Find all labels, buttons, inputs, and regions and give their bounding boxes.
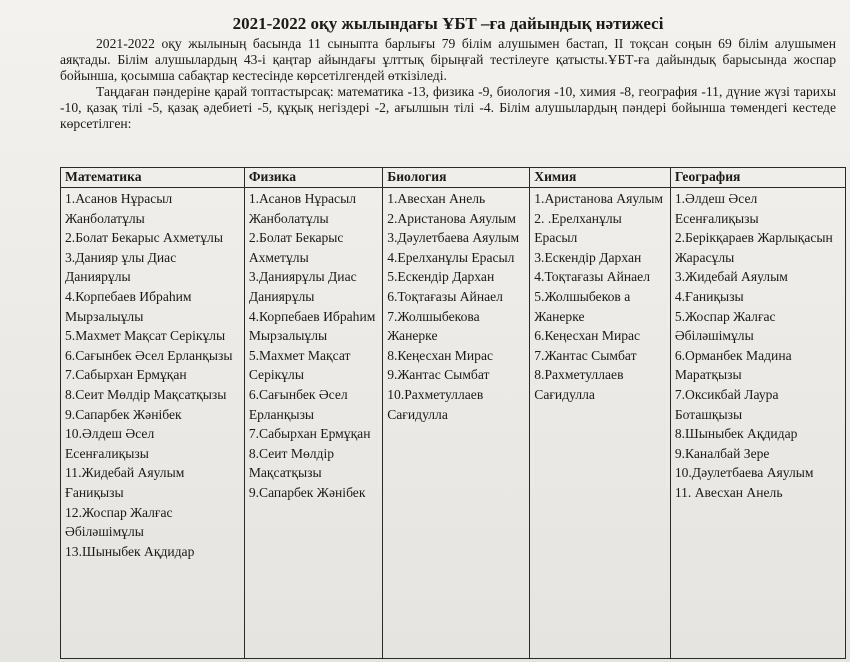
list-item: 8.Шыныбек Ақдидар [674, 426, 798, 442]
list-item: 11.Жидебай Аяулым Ғаниқызы [65, 465, 185, 500]
header-math: Математика [61, 168, 245, 188]
list-item: 9.Жантас Сымбат [387, 367, 490, 383]
list-item: 3.Даниярұлы Диас Даниярұлы [248, 269, 357, 304]
header-geography: География [670, 168, 845, 188]
list-item: 9.Каналбай Зере [674, 445, 770, 461]
list-item: 4.Корпебаев Ибраһим Мырзалыұлы [65, 288, 192, 324]
list-item: 8.Рахметуллаев Сағидулла [534, 367, 624, 402]
list-item: 6.Сағынбек Әсел Ерланқызы [248, 386, 348, 422]
list-item: 11. Авесхан Анель [674, 484, 783, 500]
list-item: 6.Сағынбек Әсел Ерланқызы [65, 347, 233, 363]
intro-paragraph: 2021-2022 оқу жылының басында 11 сыныпта барлығы 79 білім алушымен бастап, ІІ тоқсан соңын 69 білім алушымен аяқтады. Білім алушылардың 43-і қаңтар айындағы ұлттық бірыңғай тестілеуге қатысты.ҰБТ-ға дайындық барысында жоспар бойынша, қосымша сабақтар кестесінде көрсетілгендей өткізіледі. [60, 36, 836, 83]
list-item: 8.Сеит Мөлдір Мақсатқызы [248, 445, 335, 481]
list-item: 5.Махмет Мақсат Серікұлы [248, 347, 351, 383]
list-item: 6.Орманбек Мадина Маратқызы [674, 347, 792, 383]
list-item: 9.Сапарбек Жәнібек [248, 484, 366, 500]
list-item: 5.Жолшыбеков а Жанерке [534, 288, 631, 324]
document-title: 2021-2022 оқу жылындағы ҰБТ –ға дайындық нәтижесі [232, 14, 664, 33]
students-by-subject-table [60, 167, 846, 659]
list-item: 2.Болат Бекарыс Ахметұлы [248, 230, 344, 265]
list-item: 7.Оксикбай Лаура Боташқызы [674, 386, 779, 422]
header-biology: Биология [383, 168, 530, 188]
list-item: 8.Кеңесхан Мирас [387, 347, 494, 363]
list-item: 1.Аристанова Аяулым [534, 191, 664, 206]
table-header-row [61, 168, 846, 188]
list-item: 10.Рахметуллаев Сағидулла [387, 386, 484, 422]
list-item: 7.Сабырхан Ермұқан [65, 367, 187, 383]
list-item: 1.Әлдеш Әсел Есенғалиқызы [674, 191, 759, 226]
list-item: 5.Махмет Мақсат Серікұлы [65, 328, 226, 344]
list-item: 1.Асанов Нұрасыл Жанболатұлы [65, 191, 173, 226]
list-item: 4.Ғаниқызы [674, 288, 744, 304]
list-item: 3.Данияр ұлы Диас Даниярұлы [65, 249, 177, 285]
list-item: 4.Тоқтағазы Айнаел [534, 269, 650, 285]
column-chemistry [530, 188, 671, 659]
list-item: 5.Жоспар Жалғас Әбіләшімұлы [674, 308, 776, 344]
list-item: 4.Корпебаев Ибраһим Мырзалыұлы [248, 308, 376, 344]
column-physics [244, 188, 382, 659]
list-item: 3.Жидебай Аяулым [674, 269, 788, 285]
list-item: 10.Дәулетбаева Аяулым [674, 465, 814, 481]
list-item: 5.Ескендір Дархан [387, 269, 495, 285]
list-item: 13.Шыныбек Ақдидар [65, 543, 195, 559]
list-item: 1.Асанов Нұрасыл Жанболатұлы [248, 191, 357, 226]
list-item: 7.Сабырхан Ермұқан [248, 426, 371, 442]
list-item: 10.Әлдеш Әсел Есенғалиқызы [65, 426, 155, 461]
subjects-paragraph: Таңдаған пәндеріне қарай топтастырсақ: математика -13, физика -9, биология -10, химия -8, география -11, дүние жүзі тарихы -10, қазақ тілі -5, қазақ әдебиеті -5, құқық негіздері -2, ағылшын тілі -4. Білім алушылардың пәндері бойынша төмендегі кестеде көрсетілген: [60, 84, 836, 131]
list-item: 1.Авесхан Анель [387, 191, 486, 206]
column-biology [383, 188, 530, 659]
column-math [61, 188, 245, 659]
column-geography [670, 188, 845, 659]
table-row [61, 188, 846, 659]
list-item: 2.Берікқараев Жарлықасын Жарасұлы [674, 230, 833, 265]
list-item: 6.Кеңесхан Мирас [534, 328, 641, 344]
list-item: 7.Жолшыбекова Жанерке [387, 308, 480, 344]
list-item: 2.Болат Бекарыс Ахметұлы [65, 230, 223, 246]
list-item: 3.Ескендір Дархан [534, 249, 642, 265]
list-item: 6.Тоқтағазы Айнаел [387, 288, 503, 304]
list-item: 8.Сеит Мөлдір Мақсатқызы [65, 386, 227, 402]
list-item: 9.Сапарбек Жәнібек [65, 406, 182, 422]
list-item: 12.Жоспар Жалғас Әбіләшімұлы [65, 504, 173, 540]
list-item: 2.Аристанова Аяулым [387, 210, 516, 226]
list-item: 7.Жантас Сымбат [534, 347, 637, 363]
list-item: 3.Дәулетбаева Аяулым [387, 230, 520, 246]
header-chemistry: Химия [530, 168, 671, 188]
list-item: 4.Ерелханұлы Ерасыл [387, 249, 515, 265]
header-physics: Физика [244, 168, 382, 188]
list-item: 2. .Ерелханұлы Ерасыл [534, 210, 622, 246]
